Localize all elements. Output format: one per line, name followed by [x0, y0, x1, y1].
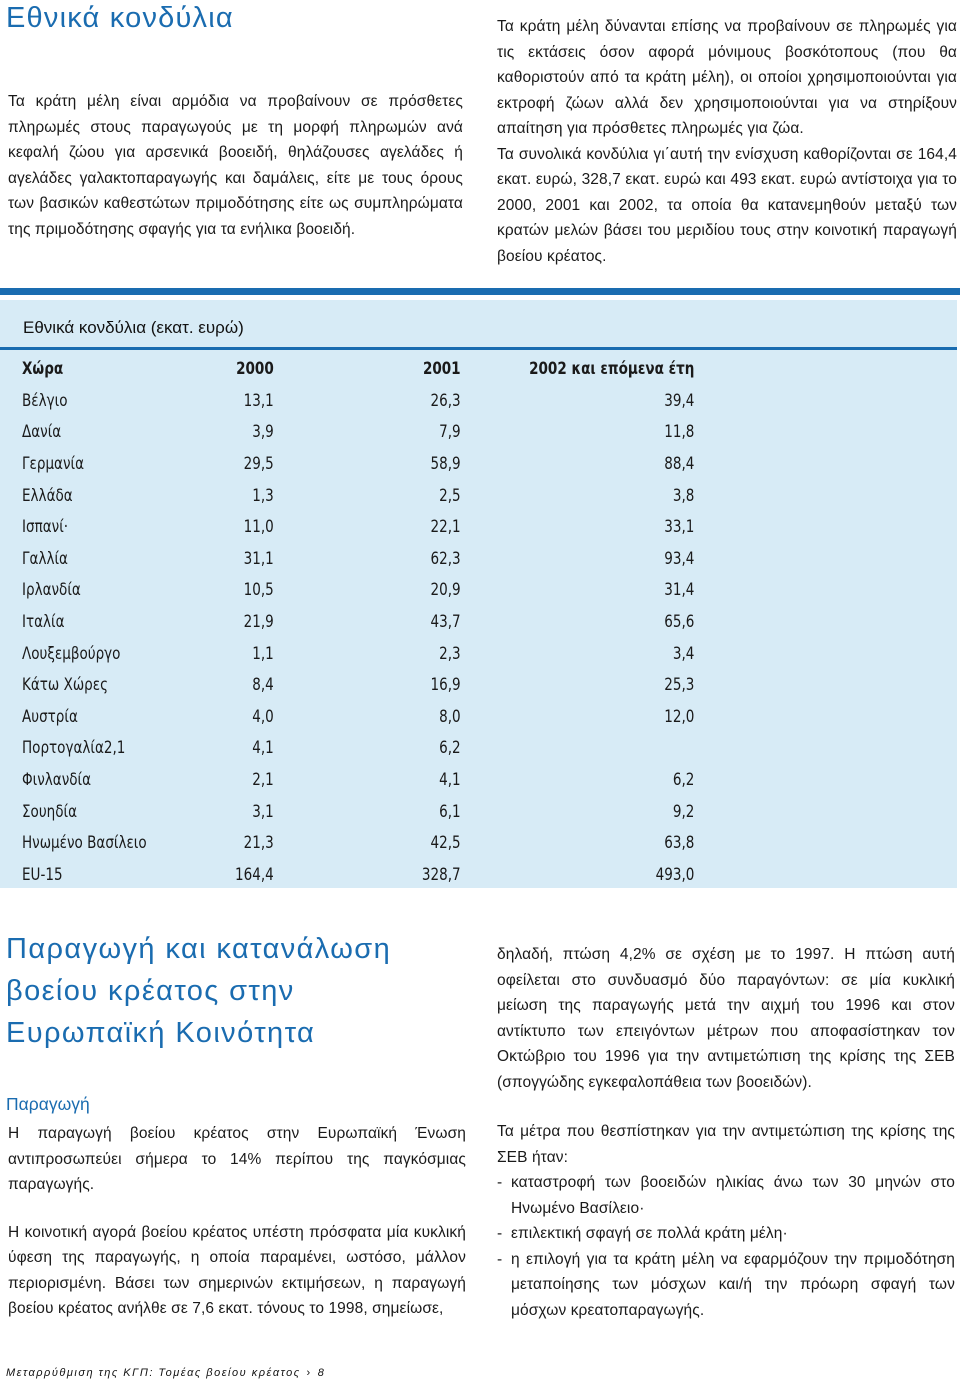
value-cell: 8,0	[439, 706, 461, 726]
value-cell: 10,5	[243, 580, 274, 600]
list-item	[497, 1247, 955, 1324]
value-cell: 16,9	[430, 675, 461, 695]
value-cell: 6,1	[439, 801, 461, 821]
column-header: Χώρα	[22, 359, 64, 379]
country-cell: Ηνωμένο Βασίλειο	[22, 833, 147, 853]
value-cell: 328,7	[421, 864, 461, 884]
intro-paragraph: Τα συνολικά κονδύλια γι΄αυτή την ενίσχυση καθορίζονται σε 164,4 εκατ. ευρώ, 328,7 εκατ. ευρώ και 493 εκατ. ευρώ αντίστοιχα για το 2000, 2001 και 2002, τα οποία θα κατανεμηθούν μεταξύ των κρατών μελών βάσει του μεριδίου τους στην κοινοτική παραγωγή βοείου κρέατος.	[497, 145, 957, 265]
table-row	[22, 448, 694, 480]
value-cell: 21,3	[243, 833, 274, 853]
list-item-text: καταστροφή των βοοειδών ηλικίας άνω των 30 μηνών στο Ηνωμένο Βασίλειο·	[511, 1174, 955, 1217]
table-row	[22, 574, 694, 606]
dash-bullet-icon: -	[497, 1174, 503, 1191]
dash-bullet-icon: -	[497, 1225, 503, 1242]
value-cell: 25,3	[664, 675, 695, 695]
country-cell: Κάτω Χώρες	[22, 675, 109, 695]
value-cell	[461, 732, 695, 764]
column-header: 2002 και επόμενα έτη	[529, 359, 695, 379]
body-paragraph: δηλαδή, πτώση 4,2% σε σχέση με το 1997. Η πτώση αυτή οφείλεται στο συνδυασμό δύο παραγόντων: σε μία κυκλική μείωση της παραγωγής μετά την αιχμή του 1996 και στον αντίκτυπο των επειγόντων μέτρων που αποφασίστηκαν τον Οκτώβριο του 1996 για την αντιμετώπιση της κρίσης της ΣΕΒ (σπογγώδης εγκεφαλοπάθεια των βοοειδών).	[497, 946, 955, 1091]
value-cell: 3,8	[672, 485, 695, 505]
table-row	[22, 795, 694, 827]
list-item-text: επιλεκτική σφαγή σε πολλά κράτη μέλη·	[511, 1225, 788, 1242]
list-item-text: η επιλογή για τα κράτη μέλη να εφαρμόζουν την πριμοδότηση μεταποίησης των μόσχων και/ή την πρόωρη σφαγή των μόσχων κρεατοπαραγωγής.	[511, 1250, 955, 1319]
value-cell: 39,4	[664, 390, 695, 410]
value-cell: 88,4	[664, 454, 695, 474]
value-cell: 31,1	[243, 548, 274, 568]
production-right-column	[497, 942, 955, 1323]
table-row	[22, 827, 694, 859]
section-title-line: Παραγωγή και κατανάλωση	[6, 933, 392, 965]
body-paragraph: Η παραγωγή βοείου κρέατος στην Ευρωπαϊκή Ένωση αντιπροσωπεύει σήμερα το 14% περίπου της παγκόσμιας παραγωγής.	[8, 1125, 466, 1193]
list-item	[497, 1170, 955, 1221]
value-cell: 2,1	[252, 770, 274, 790]
table-header-row	[22, 353, 694, 385]
value-cell: 493,0	[655, 864, 695, 884]
page-number: 8	[317, 1367, 326, 1379]
country-cell: Γαλλία	[22, 548, 68, 568]
value-cell: 63,8	[664, 833, 695, 853]
value-cell: 1,1	[252, 643, 274, 663]
section-title-line: Ευρωπαϊκή Κοινότητα	[6, 1017, 316, 1049]
intro-paragraph: Τα κράτη μέλη είναι αρμόδια να προβαίνουν σε πρόσθετες πληρωμές στους παραγωγούς με τη μορφή πληρωμών ανά κεφαλή ζώου για αρσενικά βοοειδή, θηλάζουσες αγελάδες ή αγελάδες γαλακτοπαραγωγής και δαμάλεις, είτε με τους όρους των βασικών καθεστώτων πριμοδότησης είτε ως συμπληρώματα της πριμοδότησης σφαγής για τα ενήλικα βοοειδή.	[8, 93, 463, 238]
country-cell: Ισπανί·	[22, 517, 69, 537]
value-cell: 29,5	[243, 454, 274, 474]
table-row	[22, 543, 694, 575]
country-cell: Ελλάδα	[22, 485, 73, 505]
country-cell: Λουξεμβούργο	[22, 643, 121, 663]
value-cell: 12,0	[664, 706, 695, 726]
value-cell: 2,5	[439, 485, 461, 505]
page-title: Εθνικά κονδύλια	[6, 2, 234, 34]
value-cell: 7,9	[439, 422, 461, 442]
country-cell: Γερμανία	[22, 454, 85, 474]
value-cell: 11,0	[243, 517, 274, 537]
country-cell: Δανία	[22, 422, 62, 442]
table-row	[22, 511, 694, 543]
table-total-row	[22, 859, 694, 891]
country-cell: Βέλγιο	[22, 390, 68, 410]
dash-bullet-icon: -	[497, 1250, 503, 1268]
value-cell: 20,9	[430, 580, 461, 600]
value-cell: 8,4	[252, 675, 274, 695]
intro-paragraph: Τα κράτη μέλη δύνανται επίσης να προβαίνουν σε πληρωμές για τις εκτάσεις όσον αφορά μόνιμους βοσκότοπους (που θα καθοριστούν από τα κράτη μέλη), οι οποίοι χρησιμοποιούνται για εκτροφή ζώων αλλά δεν χρησιμοποιούνται για να στηρίξουν απαίτηση για πρόσθετες πληρωμές για ζώα.	[497, 18, 957, 137]
country-cell: Ιταλία	[22, 612, 65, 632]
country-cell: Πορτογαλία2,1	[22, 738, 126, 758]
section-divider	[0, 288, 960, 295]
table-row	[22, 637, 694, 669]
value-cell: 42,5	[430, 833, 461, 853]
table-row	[22, 606, 694, 638]
value-cell: 65,6	[664, 612, 695, 632]
value-cell: 13,1	[243, 390, 274, 410]
section-title-line: βοείου κρέατος στην	[6, 975, 295, 1007]
subsection-title: Παραγωγή	[6, 1094, 90, 1114]
country-cell: Φινλανδία	[22, 770, 92, 790]
country-cell: Σουηδία	[22, 801, 78, 821]
value-cell: 43,7	[430, 612, 461, 632]
national-funds-table	[22, 353, 694, 890]
list-item	[497, 1221, 955, 1247]
column-header: 2001	[422, 359, 461, 379]
value-cell: 62,3	[430, 548, 461, 568]
country-cell: Αυστρία	[22, 706, 78, 726]
value-cell: 3,9	[252, 422, 274, 442]
table-row	[22, 479, 694, 511]
value-cell: 93,4	[664, 548, 695, 568]
value-cell: 11,8	[664, 422, 695, 442]
value-cell: 22,1	[430, 517, 461, 537]
value-cell: 21,9	[243, 612, 274, 632]
value-cell: 33,1	[664, 517, 695, 537]
value-cell: 4,0	[252, 706, 274, 726]
footer-text: Μεταρρύθμιση της ΚΓΠ: Τομέας βοείου κρέατος	[6, 1367, 301, 1379]
value-cell: 58,9	[430, 454, 461, 474]
table-row	[22, 669, 694, 701]
value-cell: 6,2	[672, 770, 695, 790]
value-cell: 4,1	[252, 738, 274, 758]
country-cell: EU-15	[22, 864, 63, 884]
table-row	[22, 732, 694, 764]
value-cell: 4,1	[439, 770, 461, 790]
country-cell: Ιρλανδία	[22, 580, 81, 600]
body-paragraph: Τα μέτρα που θεσπίστηκαν για την αντιμετώπιση της κρίσης της ΣΕΒ ήταν:	[497, 1123, 955, 1166]
section-title	[6, 928, 391, 1054]
value-cell: 3,4	[672, 643, 695, 663]
table-row	[22, 701, 694, 733]
table-row	[22, 764, 694, 796]
table-row	[22, 385, 694, 417]
value-cell: 26,3	[430, 390, 461, 410]
value-cell: 9,2	[672, 801, 695, 821]
production-left-column	[8, 1121, 466, 1322]
column-header: 2000	[236, 359, 274, 379]
value-cell: 3,1	[252, 801, 274, 821]
intro-right-column	[497, 14, 957, 269]
body-paragraph: Η κοινοτική αγορά βοείου κρέατος υπέστη πρόσφατα μία κυκλική ύφεση της παραγωγής, η οποία παραμένει, ωστόσο, μάλλον περιορισμένη. Βάσει των σημερινών εκτιμήσεων, η παραγωγή βοείου κρέατος ανήλθε σε 7,6 εκατ. τόνους το 1998, σημείωσε,	[8, 1223, 466, 1317]
table-row	[22, 416, 694, 448]
value-cell: 6,2	[439, 738, 461, 758]
value-cell: 1,3	[252, 485, 274, 505]
intro-left-column	[8, 89, 463, 242]
table-header-rule	[0, 347, 957, 350]
value-cell: 31,4	[664, 580, 695, 600]
table-title: Εθνικά κονδύλια (εκατ. ευρώ)	[23, 318, 244, 337]
chevron-right-icon: ›	[306, 1367, 312, 1379]
value-cell: 164,4	[235, 864, 274, 884]
page-footer	[6, 1367, 325, 1379]
value-cell: 2,3	[439, 643, 461, 663]
